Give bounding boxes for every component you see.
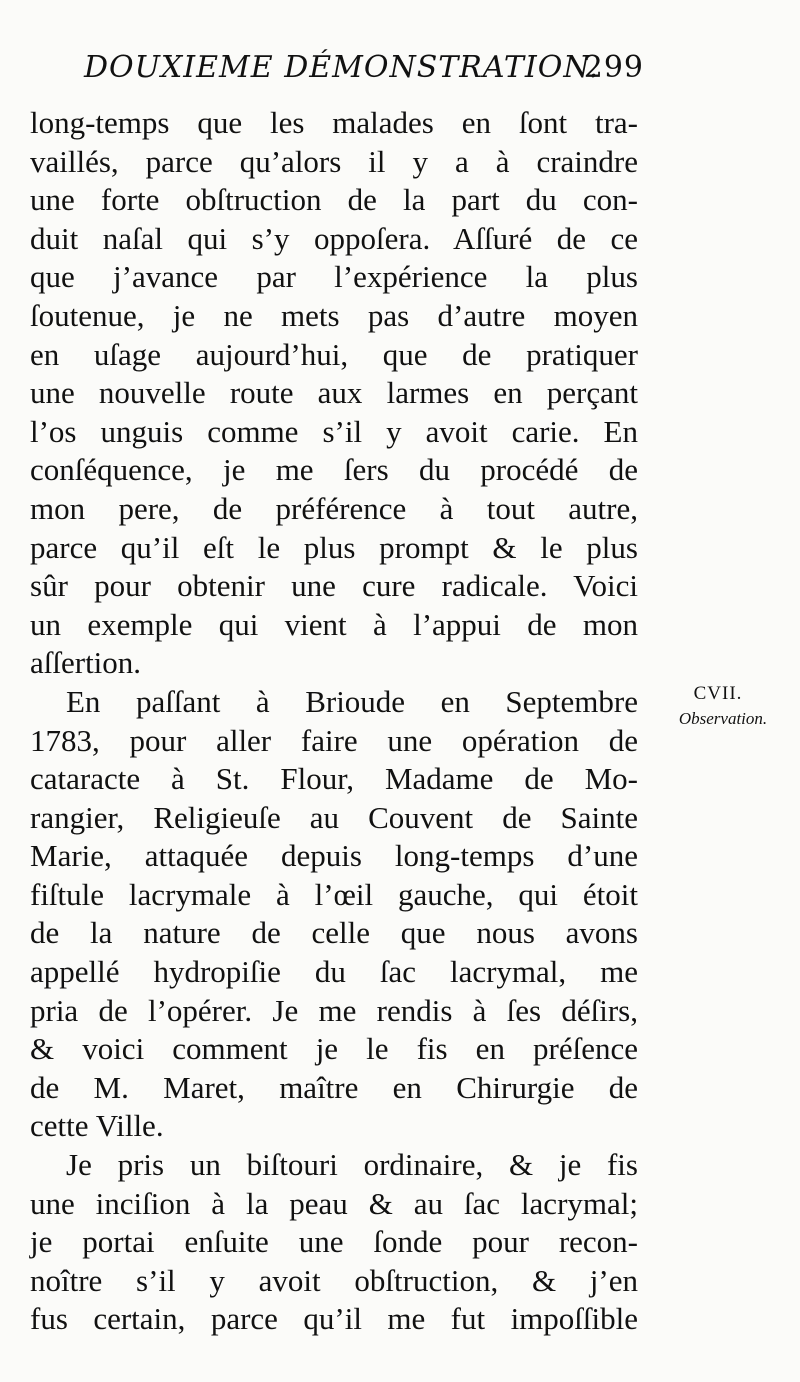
text-line: noître s’il y avoit obſtruction, & j’en: [30, 1262, 638, 1298]
text-line: pria de l’opérer. Je me rendis à ſes déſirs,: [30, 992, 638, 1028]
text-line: en uſage aujourd’hui, que de pratiquer: [30, 336, 638, 372]
text-line: je portai enſuite une ſonde pour recon-: [30, 1224, 638, 1260]
text-line: l’os unguis comme s’il y avoit carie. En: [30, 413, 638, 449]
text-line: En paſſant à Brioude en Septembre: [66, 683, 638, 719]
running-header: [84, 50, 644, 94]
text-line: rangier, Religieuſe au Couvent de Sainte: [30, 799, 638, 835]
text-line: cataracte à St. Flour, Madame de Mo-: [30, 761, 638, 797]
observation-label: Observation.: [678, 709, 768, 728]
text-line: vaillés, parce qu’alors il y a à craindre: [30, 143, 638, 179]
text-line: fus certain, parce qu’il me fut impoſſible: [30, 1301, 638, 1337]
text-line: fiſtule lacrymale à l’œil gauche, qui étoit: [30, 876, 638, 912]
text-line: duit naſal qui s’y oppoſera. Aſſuré de ce: [30, 220, 638, 256]
text-line: & voici comment je le fis en préſence: [30, 1031, 638, 1067]
text-line: une nouvelle route aux larmes en perçant: [30, 375, 638, 411]
text-line: long-temps que les malades en ſont tra-: [30, 105, 638, 140]
text-line: 1783, pour aller faire une opération de: [30, 722, 638, 758]
text-line: aſſertion.: [30, 645, 142, 681]
text-line: que j’avance par l’expérience la plus: [30, 259, 638, 295]
text-line: de la nature de celle que nous avons: [30, 915, 638, 951]
text-line: ſoutenue, je ne mets pas d’autre moyen: [30, 297, 638, 333]
text-line: un exemple qui vient à l’appui de mon: [30, 606, 638, 642]
text-line: parce qu’il eſt le plus prompt & le plus: [30, 529, 638, 565]
text-line: Je pris un biſtouri ordinaire, & je fis: [66, 1147, 638, 1183]
observation-number: CVII.: [693, 683, 743, 704]
text-line: conſéquence, je me ſers du procédé de: [30, 452, 638, 488]
text-line: une inciſion à la peau & au ſac lacrymal;: [30, 1185, 638, 1221]
text-line: cette Ville.: [30, 1108, 164, 1144]
text-line: sûr pour obtenir une cure radicale. Voici: [30, 568, 638, 604]
text-line: mon pere, de préférence à tout autre,: [30, 490, 638, 526]
margin-note: [648, 683, 798, 729]
text-line: Marie, attaquée depuis long-temps d’une: [30, 838, 638, 874]
text-line: appellé hydropiſie du ſac lacrymal, me: [30, 954, 638, 990]
body-text: [30, 104, 638, 1339]
page-number: 299: [583, 50, 644, 85]
text-line: de M. Maret, maître en Chirurgie de: [30, 1069, 638, 1105]
running-title: DOUXIEME DÉMONSTRATION.: [84, 50, 600, 85]
text-line: une forte obſtruction de la part du con-: [30, 182, 638, 218]
